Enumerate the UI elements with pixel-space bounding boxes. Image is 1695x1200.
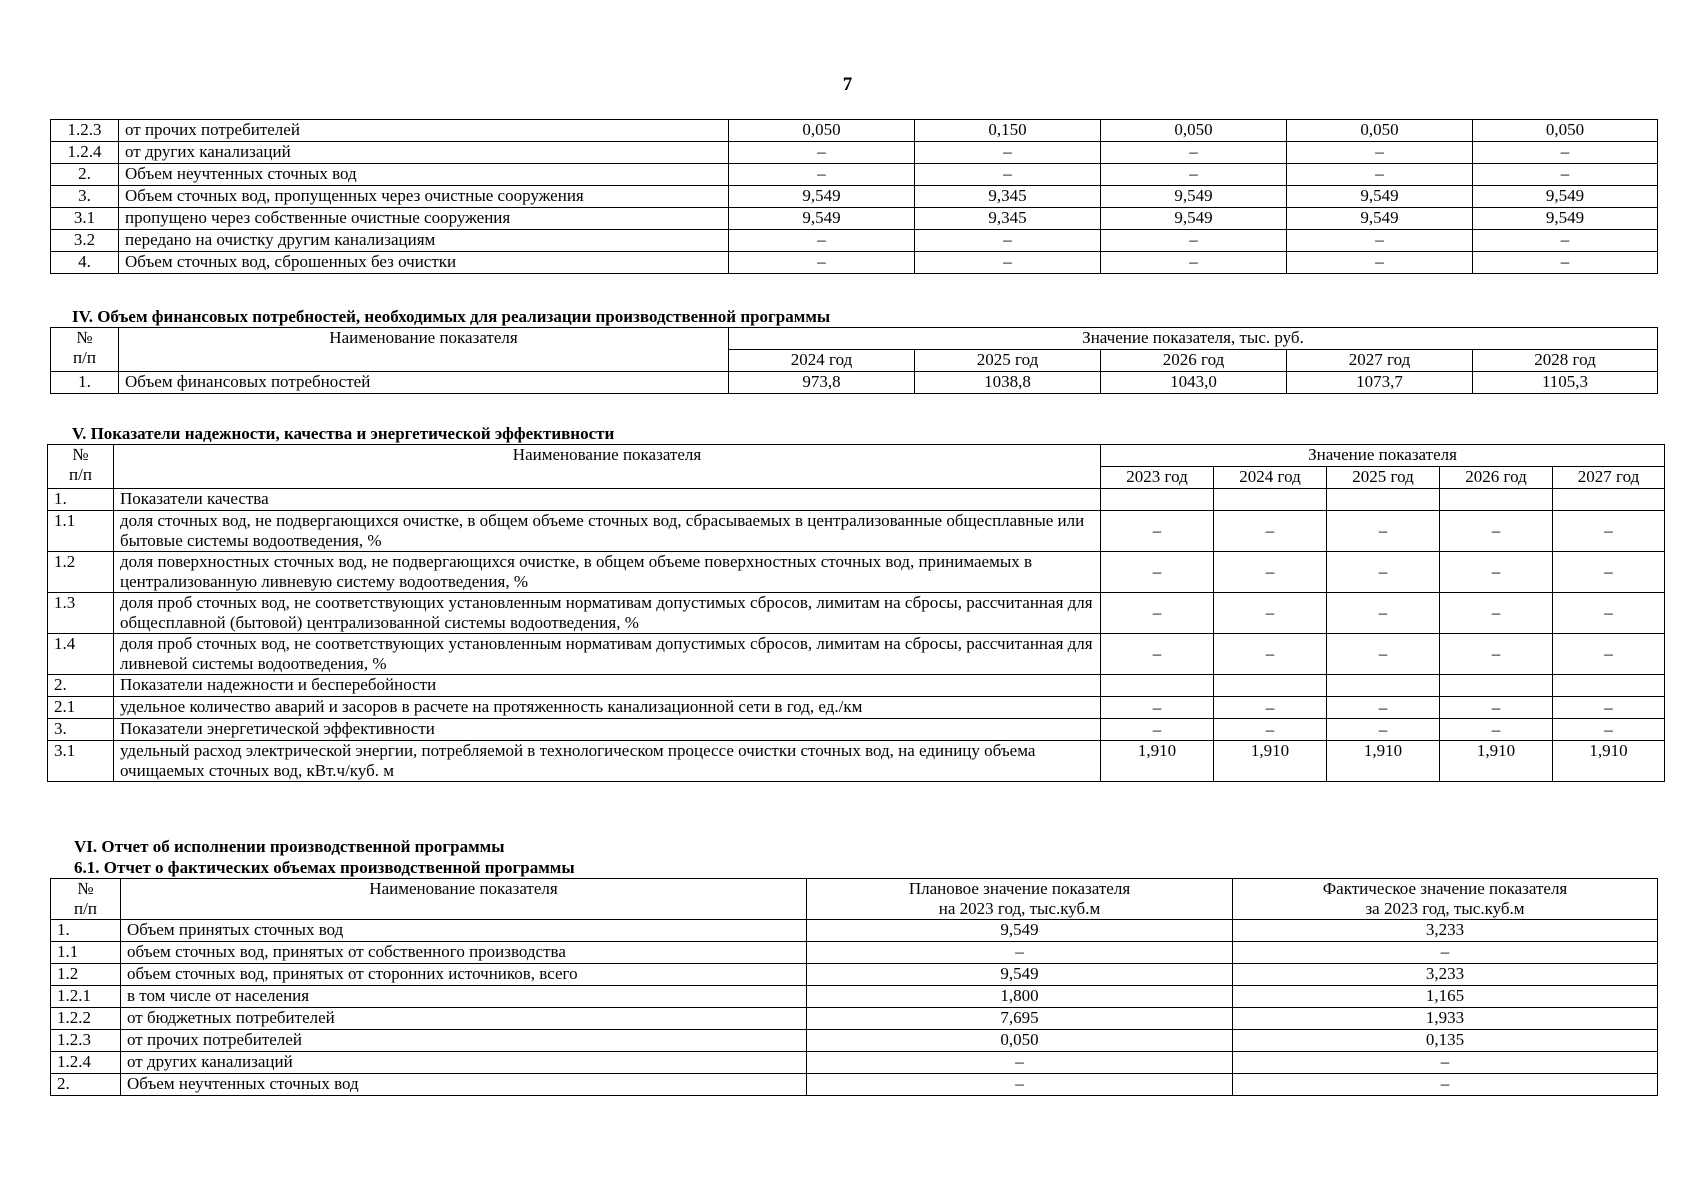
row-value: – — [1327, 697, 1440, 719]
table-row — [51, 208, 1658, 230]
col-header-no: № п/п — [51, 328, 119, 372]
row-name: доля сточных вод, не подвергающихся очистке, в общем объеме сточных вод, сбрасываемых в централизованные общесплавные или бытовые системы водоотведения, % — [114, 511, 1101, 552]
table-row — [48, 697, 1665, 719]
table-row — [51, 164, 1658, 186]
year-header: 2025 год — [1327, 467, 1440, 489]
row-name: пропущено через собственные очистные сооружения — [119, 208, 729, 230]
row-value: – — [1327, 593, 1440, 634]
row-value: – — [1214, 719, 1327, 741]
production-report-table — [50, 878, 1658, 1096]
row-value: 973,8 — [729, 372, 915, 394]
row-name: Объем неучтенных сточных вод — [119, 164, 729, 186]
row-value: – — [1440, 719, 1553, 741]
table-row — [48, 741, 1665, 782]
row-name: доля проб сточных вод, не соответствующих установленным нормативам допустимых сбросов, лимитам на сбросы, рассчитанная для общесплавной (бытовой) централизованной системы водоотведения, % — [114, 593, 1101, 634]
col-header-value-group: Значение показателя — [1101, 445, 1665, 467]
table-row — [51, 142, 1658, 164]
table-row — [51, 942, 1658, 964]
row-value: 9,549 — [1473, 186, 1658, 208]
row-value: – — [1101, 593, 1214, 634]
row-value: – — [1287, 142, 1473, 164]
row-value — [1327, 675, 1440, 697]
row-value: 9,549 — [1101, 186, 1287, 208]
plan-value: 0,050 — [807, 1030, 1233, 1052]
row-value: 1,910 — [1101, 741, 1214, 782]
row-value — [1553, 489, 1665, 511]
table-row — [51, 1008, 1658, 1030]
plan-value: 9,549 — [807, 920, 1233, 942]
row-value: – — [1101, 634, 1214, 675]
page-number: 7 — [842, 74, 853, 95]
col-header-no: № п/п — [48, 445, 114, 489]
row-number: 1.2 — [51, 964, 121, 986]
table-row — [51, 1030, 1658, 1052]
row-number: 3. — [48, 719, 114, 741]
row-value: – — [1101, 142, 1287, 164]
row-name: от прочих потребителей — [121, 1030, 807, 1052]
row-value: – — [1440, 511, 1553, 552]
table-row — [51, 120, 1658, 142]
row-number: 3.2 — [51, 230, 119, 252]
row-name: удельный расход электрической энергии, потребляемой в технологическом процессе очистки сточных вод, на единицу объема очищаемых сточных вод, кВт.ч/куб. м — [114, 741, 1101, 782]
continuation-table — [50, 119, 1658, 274]
year-header: 2023 год — [1101, 467, 1214, 489]
row-value: – — [1101, 511, 1214, 552]
row-number: 1.1 — [51, 942, 121, 964]
row-name: Показатели качества — [114, 489, 1101, 511]
table-row — [48, 511, 1665, 552]
row-value: 0,150 — [915, 120, 1101, 142]
row-value: – — [1214, 511, 1327, 552]
row-value: – — [1553, 593, 1665, 634]
row-number: 1.2.4 — [51, 1052, 121, 1074]
row-name: от других канализаций — [121, 1052, 807, 1074]
row-number: 1. — [48, 489, 114, 511]
plan-value: 1,800 — [807, 986, 1233, 1008]
row-value: 1,910 — [1327, 741, 1440, 782]
year-header: 2025 год — [915, 350, 1101, 372]
plan-value: – — [807, 1074, 1233, 1096]
col-header-name: Наименование показателя — [119, 328, 729, 372]
row-number: 2. — [51, 1074, 121, 1096]
row-value: 1105,3 — [1473, 372, 1658, 394]
row-name: в том числе от населения — [121, 986, 807, 1008]
row-value: 0,050 — [1101, 120, 1287, 142]
row-value: 9,549 — [729, 208, 915, 230]
row-name: объем сточных вод, принятых от собственного производства — [121, 942, 807, 964]
row-value: 9,549 — [1473, 208, 1658, 230]
table-row — [48, 719, 1665, 741]
year-header: 2028 год — [1473, 350, 1658, 372]
section-4-title: IV. Объем финансовых потребностей, необходимых для реализации производственной программы — [72, 307, 831, 326]
col-header-name: Наименование показателя — [114, 445, 1101, 489]
financial-needs-table — [50, 327, 1658, 394]
fact-value: – — [1233, 942, 1658, 964]
plan-value: – — [807, 1052, 1233, 1074]
row-value: – — [1214, 634, 1327, 675]
year-header: 2027 год — [1287, 350, 1473, 372]
row-value: – — [1101, 164, 1287, 186]
row-name: доля проб сточных вод, не соответствующих установленным нормативам допустимых сбросов, лимитам на сбросы, рассчитанная для ливневой системы водоотведения, % — [114, 634, 1101, 675]
row-value: – — [1214, 697, 1327, 719]
row-name: удельное количество аварий и засоров в расчете на протяженность канализационной сети в год, ед./км — [114, 697, 1101, 719]
table-row — [51, 986, 1658, 1008]
fact-value: 0,135 — [1233, 1030, 1658, 1052]
row-value: 0,050 — [1473, 120, 1658, 142]
row-value: 9,549 — [1287, 186, 1473, 208]
row-value: – — [1327, 552, 1440, 593]
table-row — [51, 372, 1658, 394]
reliability-indicators-table — [47, 444, 1665, 782]
row-number: 1.1 — [48, 511, 114, 552]
row-value: – — [1553, 634, 1665, 675]
row-name: от других канализаций — [119, 142, 729, 164]
row-value: 1,910 — [1440, 741, 1553, 782]
row-value: – — [915, 230, 1101, 252]
row-value: 9,549 — [1287, 208, 1473, 230]
table-row — [48, 593, 1665, 634]
row-number: 1.2.1 — [51, 986, 121, 1008]
row-value: 0,050 — [1287, 120, 1473, 142]
row-name: передано на очистку другим канализациям — [119, 230, 729, 252]
section-5-title: V. Показатели надежности, качества и энергетической эффективности — [72, 424, 615, 443]
row-value: – — [1327, 634, 1440, 675]
row-number: 1.4 — [48, 634, 114, 675]
row-value: – — [1327, 511, 1440, 552]
row-value: – — [1473, 164, 1658, 186]
row-value: 9,345 — [915, 186, 1101, 208]
row-number: 1.2.4 — [51, 142, 119, 164]
row-number: 2.1 — [48, 697, 114, 719]
row-name: Объем неучтенных сточных вод — [121, 1074, 807, 1096]
row-value: – — [1440, 697, 1553, 719]
row-number: 1.2 — [48, 552, 114, 593]
row-value — [1553, 675, 1665, 697]
row-value: – — [729, 252, 915, 274]
row-value: 1,910 — [1553, 741, 1665, 782]
col-header-name: Наименование показателя — [121, 879, 807, 920]
row-value — [1440, 489, 1553, 511]
row-value: 9,549 — [1101, 208, 1287, 230]
row-value: – — [1287, 230, 1473, 252]
row-name: Показатели надежности и бесперебойности — [114, 675, 1101, 697]
table-row — [51, 920, 1658, 942]
table-row — [51, 1052, 1658, 1074]
row-name: Объем финансовых потребностей — [119, 372, 729, 394]
year-header: 2026 год — [1440, 467, 1553, 489]
section-6-subtitle: 6.1. Отчет о фактических объемах производственной программы — [74, 858, 575, 877]
row-number: 1. — [51, 920, 121, 942]
fact-value: 1,933 — [1233, 1008, 1658, 1030]
row-value: – — [1101, 230, 1287, 252]
row-value — [1101, 675, 1214, 697]
row-name: от прочих потребителей — [119, 120, 729, 142]
row-number: 1. — [51, 372, 119, 394]
row-name: Объем сточных вод, пропущенных через очистные сооружения — [119, 186, 729, 208]
year-header: 2027 год — [1553, 467, 1665, 489]
row-number: 3.1 — [51, 208, 119, 230]
row-value: – — [729, 230, 915, 252]
year-header: 2026 год — [1101, 350, 1287, 372]
fact-value: 3,233 — [1233, 920, 1658, 942]
row-name: Объем принятых сточных вод — [121, 920, 807, 942]
section-6-title: VI. Отчет об исполнении производственной программы — [74, 837, 505, 856]
row-name: Показатели энергетической эффективности — [114, 719, 1101, 741]
table-row — [51, 964, 1658, 986]
row-value: – — [1327, 719, 1440, 741]
row-value: – — [1553, 697, 1665, 719]
row-value — [1101, 489, 1214, 511]
row-value: – — [729, 164, 915, 186]
row-value: – — [1214, 552, 1327, 593]
table-row — [48, 489, 1665, 511]
row-number: 1.2.3 — [51, 1030, 121, 1052]
row-value — [1214, 675, 1327, 697]
table-row — [51, 1074, 1658, 1096]
row-value: 1073,7 — [1287, 372, 1473, 394]
row-value — [1214, 489, 1327, 511]
row-name: Объем сточных вод, сброшенных без очистки — [119, 252, 729, 274]
row-value: – — [729, 142, 915, 164]
fact-value: – — [1233, 1052, 1658, 1074]
table-row — [48, 552, 1665, 593]
row-value: – — [1473, 230, 1658, 252]
row-value: – — [1473, 252, 1658, 274]
row-number: 2. — [51, 164, 119, 186]
row-number: 3.1 — [48, 741, 114, 782]
row-value: – — [1473, 142, 1658, 164]
row-number: 1.2.2 — [51, 1008, 121, 1030]
row-value: – — [1101, 719, 1214, 741]
row-value: – — [1553, 719, 1665, 741]
row-value: – — [1553, 552, 1665, 593]
table-row — [51, 186, 1658, 208]
row-value: – — [1553, 511, 1665, 552]
row-value: – — [1440, 634, 1553, 675]
col-header-fact: Фактическое значение показателя за 2023 год, тыс.куб.м — [1233, 879, 1658, 920]
col-header-plan: Плановое значение показателя на 2023 год, тыс.куб.м — [807, 879, 1233, 920]
row-value — [1440, 675, 1553, 697]
row-value: – — [1214, 593, 1327, 634]
row-value: – — [915, 252, 1101, 274]
row-value: – — [1101, 697, 1214, 719]
row-value: 9,549 — [729, 186, 915, 208]
row-name: от бюджетных потребителей — [121, 1008, 807, 1030]
row-value: – — [1440, 593, 1553, 634]
row-value: – — [1287, 164, 1473, 186]
row-number: 4. — [51, 252, 119, 274]
table-row — [51, 252, 1658, 274]
row-value — [1327, 489, 1440, 511]
col-header-no: № п/п — [51, 879, 121, 920]
row-number: 2. — [48, 675, 114, 697]
row-value: – — [1287, 252, 1473, 274]
row-number: 3. — [51, 186, 119, 208]
row-value: – — [1440, 552, 1553, 593]
row-value: – — [1101, 552, 1214, 593]
col-header-value-group: Значение показателя, тыс. руб. — [729, 328, 1658, 350]
row-value: 0,050 — [729, 120, 915, 142]
plan-value: 7,695 — [807, 1008, 1233, 1030]
fact-value: 3,233 — [1233, 964, 1658, 986]
row-value: 1043,0 — [1101, 372, 1287, 394]
row-value: – — [915, 142, 1101, 164]
row-name: объем сточных вод, принятых от сторонних источников, всего — [121, 964, 807, 986]
row-number: 1.3 — [48, 593, 114, 634]
row-value: – — [915, 164, 1101, 186]
plan-value: – — [807, 942, 1233, 964]
row-value: 1038,8 — [915, 372, 1101, 394]
year-header: 2024 год — [729, 350, 915, 372]
fact-value: – — [1233, 1074, 1658, 1096]
row-value: 9,345 — [915, 208, 1101, 230]
row-number: 1.2.3 — [51, 120, 119, 142]
table-row — [48, 634, 1665, 675]
table-row — [48, 675, 1665, 697]
fact-value: 1,165 — [1233, 986, 1658, 1008]
row-value: 1,910 — [1214, 741, 1327, 782]
row-name: доля поверхностных сточных вод, не подвергающихся очистке, в общем объеме поверхностных сточных вод, принимаемых в централизованную ливневую систему водоотведения, % — [114, 552, 1101, 593]
year-header: 2024 год — [1214, 467, 1327, 489]
row-value: – — [1101, 252, 1287, 274]
table-row — [51, 230, 1658, 252]
plan-value: 9,549 — [807, 964, 1233, 986]
